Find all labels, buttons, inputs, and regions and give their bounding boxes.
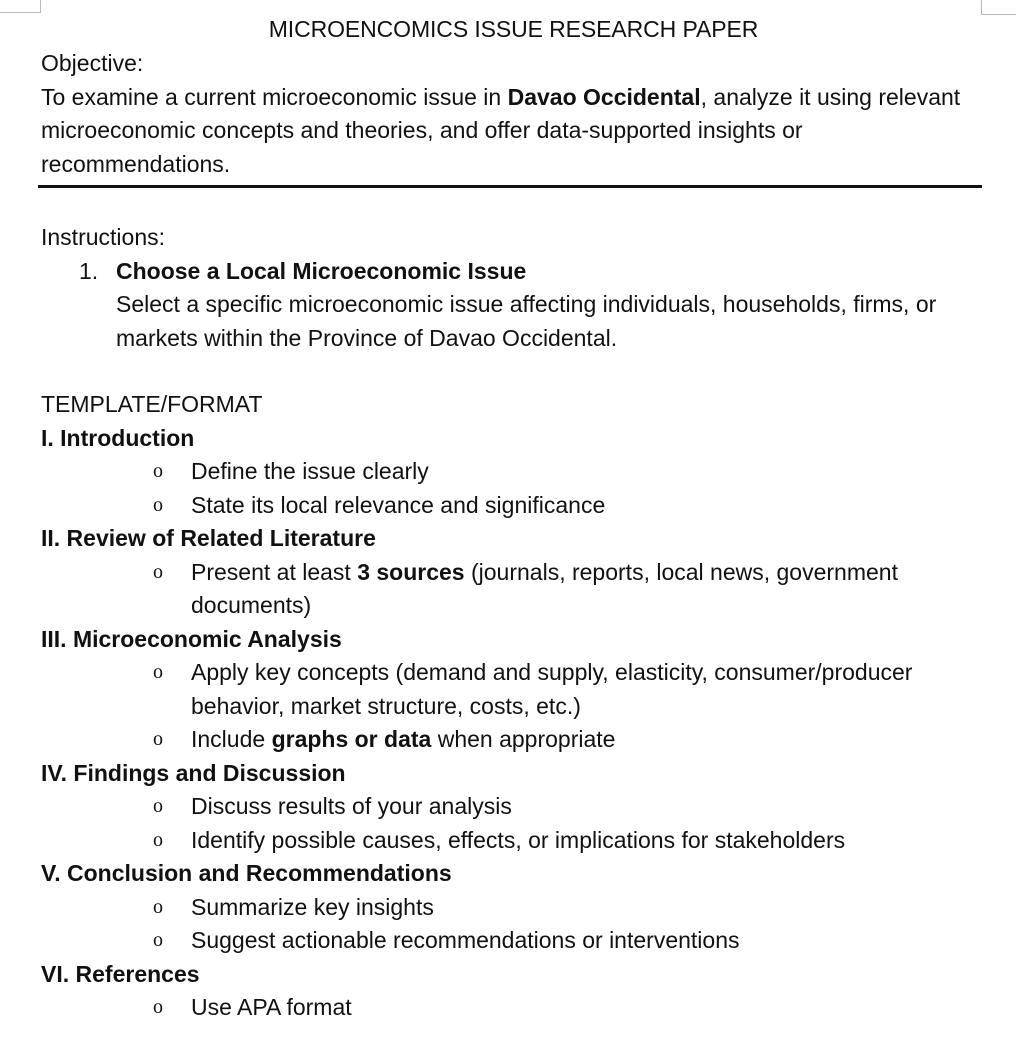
instruction-title: Choose a Local Microeconomic Issue — [116, 257, 527, 284]
bullet-icon: o — [153, 996, 163, 1018]
list-item — [41, 489, 986, 523]
list-item-text-part: Summarize key insights — [191, 893, 434, 920]
list-item-text-part: Use APA format — [191, 994, 352, 1020]
list-item-text — [191, 891, 986, 925]
bullet-icon: o — [153, 493, 163, 516]
document-page — [41, 14, 986, 1025]
list-item-text-part: Suggest actionable recommendations or interventions — [191, 927, 740, 953]
section-heading: I. Introduction — [41, 424, 195, 451]
template-heading: TEMPLATE/FORMAT — [41, 391, 263, 417]
template-sections — [41, 422, 986, 1025]
list-item-text-part: Discuss results of your analysis — [191, 793, 512, 819]
list-item-text — [191, 455, 986, 489]
objective-text-part: To examine a current microeconomic issue in — [41, 83, 508, 110]
list-item — [41, 455, 986, 489]
list-item — [41, 824, 986, 858]
instruction-text: Select a specific microeconomic issue affecting individuals, households, firms, or markets within the Province of Davao Occidental. — [116, 291, 937, 351]
instruction-number: 1. — [79, 257, 99, 284]
list-item — [41, 790, 986, 824]
bullet-icon: o — [153, 560, 163, 583]
list-item-text-emphasis: graphs or data — [271, 726, 432, 752]
list-item-text — [191, 656, 986, 723]
bullet-icon: o — [153, 728, 163, 750]
objective-text — [41, 81, 986, 182]
list-item-text — [191, 790, 986, 824]
list-item-text-part: Present at least — [191, 558, 358, 585]
objective-heading: Objective: — [41, 50, 144, 76]
list-item-text — [191, 991, 986, 1025]
list-item-text-part: Identify possible causes, effects, or implications for stakeholders — [191, 826, 846, 853]
list-item-text — [191, 723, 986, 757]
list-item-text-part: Include — [191, 726, 272, 752]
bullet-icon: o — [153, 795, 163, 817]
list-item-text-part: when appropriate — [431, 726, 616, 752]
section-heading: IV. Findings and Discussion — [41, 759, 346, 786]
instruction-item — [41, 255, 986, 356]
list-item — [41, 991, 986, 1025]
objective-text-location: Davao Occidental — [507, 83, 701, 110]
bullet-icon: o — [153, 828, 163, 851]
list-item-text — [191, 489, 986, 523]
list-item — [41, 656, 986, 723]
objective-text-part: , analyze it using relevant microeconomic concepts and theories, and offer data-supported insights or recommendations. — [41, 83, 961, 177]
list-item — [41, 556, 986, 623]
section-heading: III. Microeconomic Analysis — [41, 625, 342, 652]
list-item-text-emphasis: 3 sources — [357, 558, 465, 585]
instructions-heading: Instructions: — [41, 224, 165, 250]
list-item-text-part: (journals, reports, local news, government documents) — [191, 558, 898, 618]
section-heading: II. Review of Related Literature — [41, 525, 376, 551]
list-item-text-part: State its local relevance and significance — [191, 491, 606, 518]
bullet-icon: o — [153, 460, 163, 482]
bullet-icon: o — [153, 895, 163, 918]
list-item-text-part: Apply key concepts (demand and supply, elasticity, consumer/producer behavior, market structure, costs, etc.) — [191, 659, 913, 719]
list-item-text-part: Define the issue clearly — [191, 458, 429, 484]
list-item — [41, 891, 986, 925]
document-title: MICROENCOMICS ISSUE RESEARCH PAPER — [268, 16, 759, 42]
list-item-text — [191, 924, 986, 958]
list-item-text — [191, 824, 986, 858]
page-corner-mark-right — [981, 0, 1016, 15]
page-corner-mark-left — [0, 0, 41, 13]
bullet-icon: o — [153, 929, 163, 951]
bullet-icon: o — [153, 661, 163, 683]
list-item — [41, 924, 986, 958]
section-heading: V. Conclusion and Recommendations — [41, 860, 452, 886]
list-item — [41, 723, 986, 757]
section-heading: VI. References — [41, 960, 200, 987]
list-item-text — [191, 556, 986, 623]
